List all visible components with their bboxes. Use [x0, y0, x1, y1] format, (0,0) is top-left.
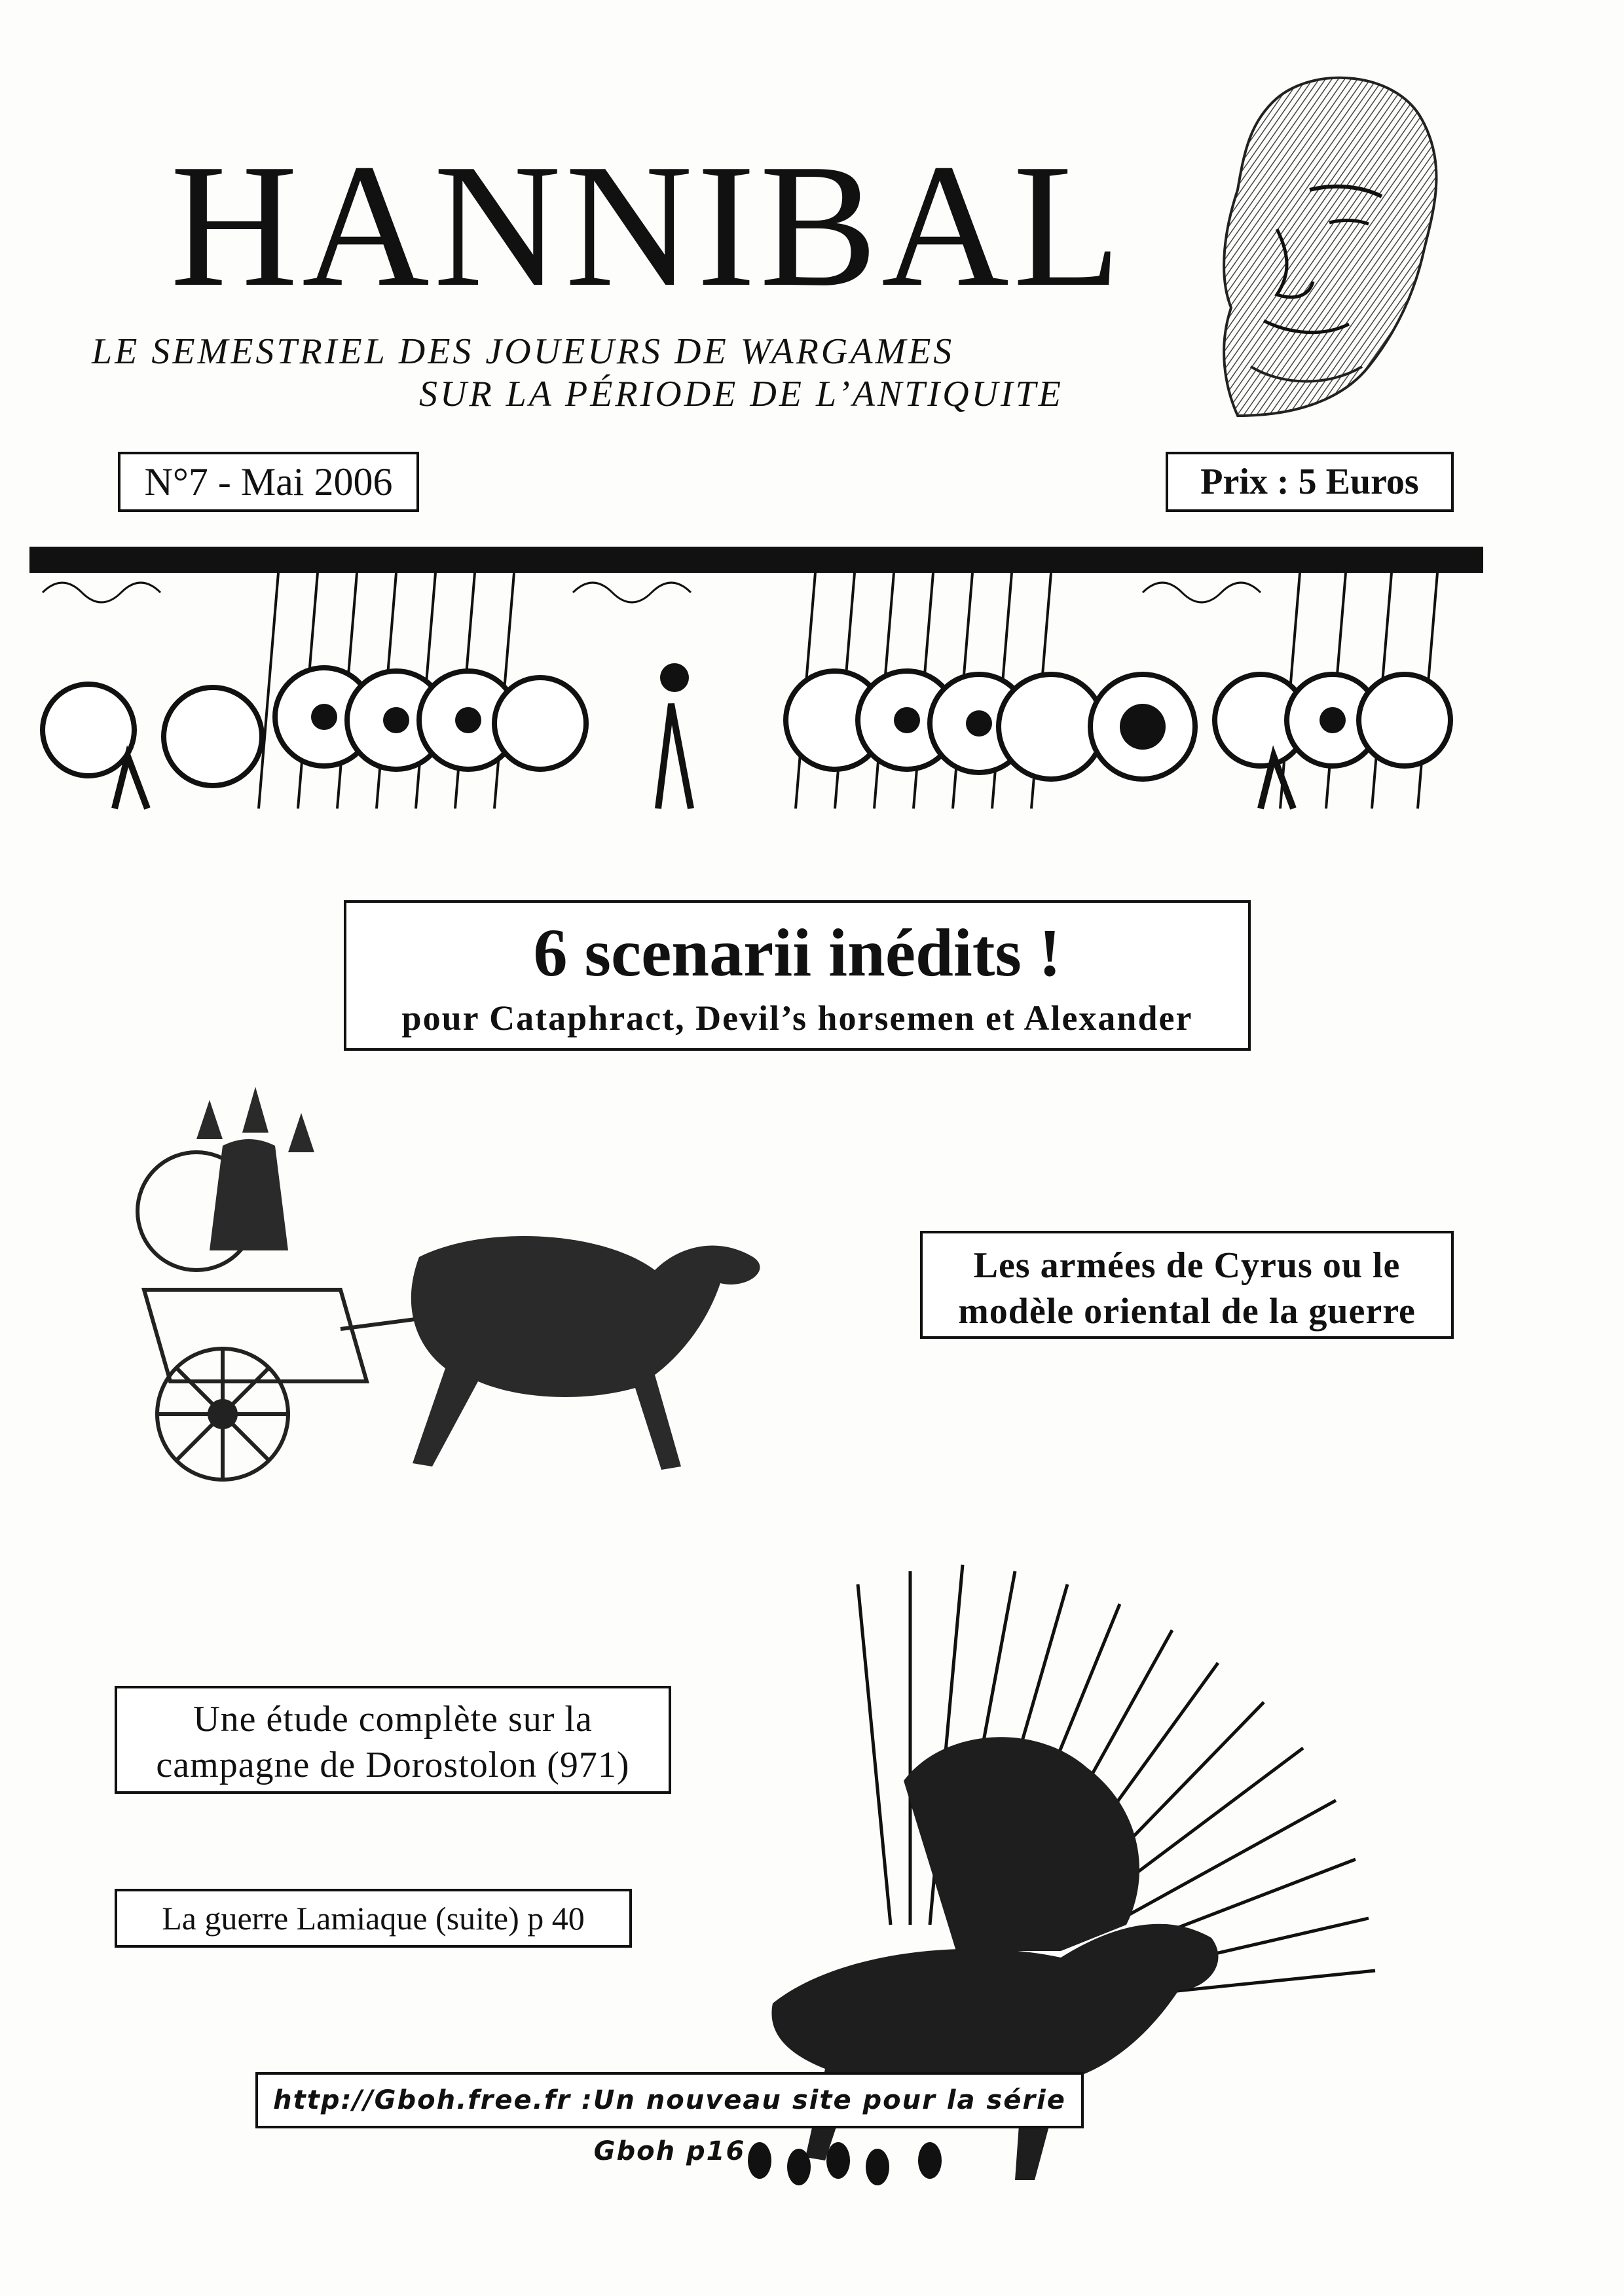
headline-title: 6 scenarii inédits !: [533, 915, 1061, 991]
issue-label: N°7 - Mai 2006: [118, 452, 419, 512]
chariot-illustration: [92, 1074, 838, 1493]
dorostolon-article-line-2: campagne de Dorostolon (971): [156, 1745, 630, 1785]
tagline-line-2: SUR LA PÉRIODE DE L’ANTIQUITE: [419, 374, 1063, 414]
headline-box: [344, 900, 1251, 1051]
website-note: http://Gboh.free.fr :Un nouveau site pour la série Gboh p16: [255, 2072, 1084, 2128]
price-label: Prix : 5 Euros: [1166, 452, 1454, 512]
headline-subtitle: pour Cataphract, Devil’s horsemen et Alexander: [401, 998, 1193, 1038]
lamiaque-article-box: La guerre Lamiaque (suite) p 40: [115, 1889, 632, 1948]
tagline-line-1: LE SEMESTRIEL DES JOUEURS DE WARGAMES: [92, 331, 955, 372]
masthead-title: HANNIBAL: [170, 128, 1125, 323]
cyrus-article-box: [920, 1231, 1454, 1339]
cyrus-article-line-2: modèle oriental de la guerre: [958, 1291, 1416, 1332]
dorostolon-article-line-1: Une étude complète sur la: [193, 1699, 593, 1740]
cyrus-article-line-1: Les armées de Cyrus ou le: [973, 1245, 1401, 1286]
hoplite-frieze-illustration: [29, 547, 1483, 828]
hannibal-bust-illustration: [1198, 59, 1467, 426]
dorostolon-article-box: [115, 1686, 671, 1794]
